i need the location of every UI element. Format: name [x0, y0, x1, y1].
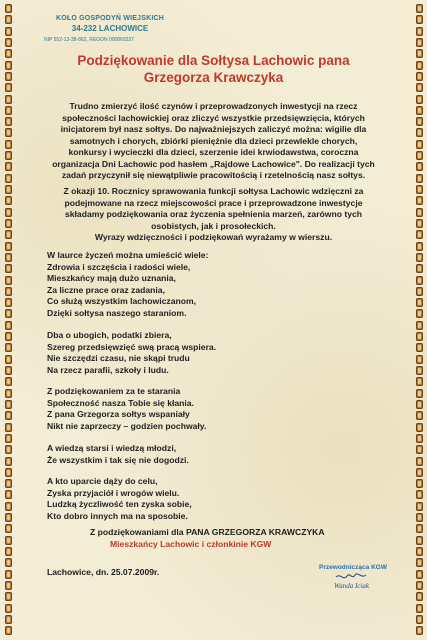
ornament-icon: [5, 468, 12, 477]
ornament-icon: [416, 558, 423, 567]
poem-line: Dba o ubogich, podatki zbiera,: [47, 330, 172, 340]
ornament-icon: [5, 151, 12, 160]
closing-block: [90, 526, 390, 550]
ornament-icon: [5, 604, 12, 613]
stamp-line-1: KOŁO GOSPODYŃ WIEJSKICH: [55, 15, 165, 22]
ornament-icon: [5, 547, 12, 556]
ornament-icon: [416, 626, 423, 635]
ornament-icon: [416, 536, 423, 545]
poem-line: Nie szczędzi czasu, nie skąpi trudu: [47, 353, 190, 363]
paragraph-1-line: samotnych i chorych, zbiórki pieniężnie dla dzieci przewlekle chorych,: [69, 135, 358, 146]
ornament-icon: [5, 185, 12, 194]
ornament-icon: [5, 106, 12, 115]
ornament-icon: [5, 626, 12, 635]
paragraph-2: [22, 186, 405, 244]
ornament-icon: [416, 547, 423, 556]
signature-stamp: [314, 564, 392, 590]
poem-stanza-5: [47, 476, 367, 522]
ornament-icon: [416, 355, 423, 364]
poem-line: A wiedzą starsi i wiedzą młodzi,: [47, 443, 177, 453]
ornament-icon: [5, 72, 12, 81]
ornament-icon: [5, 502, 12, 511]
paragraph-1-line: inicjatorem był nasz sołtys. Do najważniejszych zaliczyć można: wigilie dla: [60, 124, 367, 134]
ornament-icon: [5, 15, 12, 24]
ornament-icon: [416, 615, 423, 624]
ornament-icon: [5, 4, 12, 13]
ornament-icon: [5, 219, 12, 228]
ornament-icon: [5, 581, 12, 590]
ornament-icon: [5, 423, 12, 432]
ornament-icon: [5, 242, 12, 251]
ornament-icon: [5, 287, 12, 296]
ornament-icon: [416, 457, 423, 466]
ornament-icon: [5, 38, 12, 47]
poem-line: Ludzką życzliwość ten zyska sobie,: [47, 499, 192, 509]
ornament-icon: [5, 615, 12, 624]
ornament-icon: [5, 558, 12, 567]
poem-line: Co służą wszystkim lachowiczanom,: [47, 296, 197, 306]
poem-stanza-4: [47, 443, 367, 466]
closing-dedication: Z podziękowaniami dla PANA GRZEGORZA KRAWCZYKA: [90, 527, 325, 537]
ornament-icon: [416, 151, 423, 160]
poem-line: Szereg przedsięwzięć swą pracą wspiera.: [47, 341, 217, 352]
ornament-icon: [416, 49, 423, 58]
poem-line: Z pana Grzegorza sołtys wspaniały: [47, 409, 190, 419]
ornament-icon: [416, 604, 423, 613]
ornament-icon: [416, 502, 423, 511]
ornament-icon: [5, 513, 12, 522]
ornament-icon: [416, 479, 423, 488]
poem-line: Zyska przyjaciół i wrogów wielu.: [47, 487, 180, 498]
ornament-icon: [416, 162, 423, 171]
poem-line: Za liczne prace oraz zadania,: [47, 284, 165, 295]
ornament-icon: [416, 468, 423, 477]
ornament-icon: [5, 411, 12, 420]
paragraph-1-line: społeczności lachowickiej oraz zliczyć wszystkie przedsięwzięcia, których: [62, 112, 365, 123]
ornament-icon: [5, 536, 12, 545]
paragraph-1-line: zadań przyczynił się niewątpliwie pracowitością i rzetelnością nasz sołtys.: [61, 170, 366, 180]
ornament-icon: [416, 219, 423, 228]
right-ornamental-border: [414, 4, 424, 636]
paragraph-2-line: podejmowane na rzecz miejscowości prace i przeprowadzone inwestycje: [64, 197, 363, 208]
stamp-line-2: 34-232 LACHOWICE: [71, 24, 149, 33]
ornament-icon: [416, 27, 423, 36]
ornament-icon: [416, 287, 423, 296]
ornament-icon: [416, 592, 423, 601]
ornament-icon: [5, 49, 12, 58]
ornament-icon: [416, 309, 423, 318]
ornament-icon: [5, 445, 12, 454]
ornament-icon: [416, 185, 423, 194]
ornament-icon: [5, 253, 12, 262]
left-ornamental-border: [3, 4, 13, 636]
ornament-icon: [416, 524, 423, 533]
ornament-icon: [5, 332, 12, 341]
paragraph-1-line: organizacja Dni Lachowic pod hasłem „Rajdowe Lachowice". Do realizacji tych: [52, 158, 375, 169]
ornament-icon: [416, 174, 423, 183]
ornament-icon: [416, 72, 423, 81]
paragraph-2-line: składamy podziękowania oraz życzenia spełnienia marzeń, zarówno tych: [64, 209, 363, 219]
poem-line: Dzięki sołtysa naszego staraniom.: [47, 307, 187, 318]
ornament-icon: [416, 490, 423, 499]
ornament-icon: [416, 106, 423, 115]
ornament-icon: [416, 321, 423, 330]
ornament-icon: [5, 321, 12, 330]
ornament-icon: [5, 95, 12, 104]
ornament-icon: [5, 140, 12, 149]
poem-line: Nikt nie zaprzeczy – godzien pochwały.: [47, 420, 207, 431]
ornament-icon: [5, 128, 12, 137]
ornament-icon: [416, 196, 423, 205]
ornament-icon: [5, 490, 12, 499]
ornament-icon: [416, 253, 423, 262]
ornament-icon: [416, 445, 423, 454]
ornament-icon: [5, 309, 12, 318]
closing-signatories: Mieszkańcy Lachowic i członkinie KGW: [110, 539, 272, 549]
ornament-icon: [416, 38, 423, 47]
stamp-line-3: NIP 552-13-38-862, REGON 000869337: [44, 37, 134, 43]
poem-stanza-3: [47, 386, 367, 432]
paragraph-2-line: osobistych, jak i prosołeckich.: [151, 220, 276, 231]
ornament-icon: [5, 524, 12, 533]
ornament-icon: [416, 61, 423, 70]
ornament-icon: [5, 366, 12, 375]
ornament-icon: [416, 95, 423, 104]
ornament-icon: [416, 400, 423, 409]
ornament-icon: [416, 128, 423, 137]
ornament-icon: [5, 196, 12, 205]
paragraph-1: [22, 101, 405, 182]
ornament-icon: [416, 343, 423, 352]
paragraph-2-line: Z okazji 10. Rocznicy sprawowania funkcji sołtysa Lachowic wdzięczni za: [63, 186, 364, 196]
paragraph-1-line: Trudno zmierzyć ilość czynów i przeprowadzonych inwestycji na rzecz: [69, 101, 358, 111]
ornament-icon: [416, 230, 423, 239]
document-title-line-1: Podziękowanie dla Sołtysa Lachowic pana: [77, 53, 350, 68]
ornament-icon: [5, 479, 12, 488]
ornament-icon: [5, 457, 12, 466]
ornament-icon: [416, 242, 423, 251]
organization-stamp: [40, 15, 180, 43]
ornament-icon: [5, 570, 12, 579]
ornament-icon: [5, 400, 12, 409]
ornament-icon: [5, 276, 12, 285]
ornament-icon: [416, 513, 423, 522]
place-and-date: Lachowice, dn. 25.07.2009r.: [47, 567, 160, 577]
ornament-icon: [416, 581, 423, 590]
ornament-icon: [416, 15, 423, 24]
ornament-icon: [416, 298, 423, 307]
ornament-icon: [5, 264, 12, 273]
ornament-icon: [5, 27, 12, 36]
ornament-icon: [416, 208, 423, 217]
ornament-icon: [416, 377, 423, 386]
ornament-icon: [416, 434, 423, 443]
paragraph-1-line: konkursy i wycieczki dla dzieci, szerzenie idei krwiodawstwa, coroczna: [68, 147, 359, 157]
poem-stanza-1: [47, 250, 367, 319]
ornament-icon: [5, 208, 12, 217]
signature-role: Przewodnicząca KGW: [319, 564, 387, 571]
ornament-icon: [5, 61, 12, 70]
poem-line: Społeczność nasza Tobie się kłania.: [47, 397, 194, 408]
handwritten-signature-icon: [314, 571, 392, 591]
ornament-icon: [416, 570, 423, 579]
ornament-icon: [5, 174, 12, 183]
ornament-icon: [416, 389, 423, 398]
poem-line: Z podziękowaniem za te starania: [47, 386, 181, 396]
ornament-icon: [5, 298, 12, 307]
ornament-icon: [416, 140, 423, 149]
poem-line: Mieszkańcy mają dużo uznania,: [47, 273, 176, 283]
ornament-icon: [416, 4, 423, 13]
ornament-icon: [416, 332, 423, 341]
ornament-icon: [5, 389, 12, 398]
poem-line: Że wszystkim i tak się nie dogodzi.: [47, 454, 189, 465]
ornament-icon: [5, 355, 12, 364]
ornament-icon: [416, 423, 423, 432]
ornament-icon: [5, 343, 12, 352]
ornament-icon: [5, 162, 12, 171]
ornament-icon: [416, 276, 423, 285]
ornament-icon: [5, 83, 12, 92]
ornament-icon: [416, 411, 423, 420]
poem-line: W laurce życzeń można umieścić wiele:: [47, 250, 209, 260]
poem-line: Zdrowia i szczęścia i radości wiele,: [47, 261, 191, 272]
ornament-icon: [5, 230, 12, 239]
ornament-icon: [416, 366, 423, 375]
poem-stanza-2: [47, 330, 367, 376]
ornament-icon: [5, 117, 12, 126]
poem-line: A kto uparcie dąży do celu,: [47, 476, 158, 486]
ornament-icon: [416, 83, 423, 92]
ornament-icon: [416, 117, 423, 126]
paragraph-2-line: Wyrazy wdzięczności i podziękowań wyrażamy w wierszu.: [94, 232, 333, 242]
poem-line: Na rzecz parafii, szkoły i ludu.: [47, 364, 169, 375]
signature-name: Wanda Iciak: [334, 582, 369, 590]
document-title-line-2: Grzegorza Krawczyka: [143, 70, 284, 85]
ornament-icon: [416, 264, 423, 273]
poem-line: Kto dobro innych ma na sposobie.: [47, 510, 188, 521]
ornament-icon: [5, 592, 12, 601]
ornament-icon: [5, 434, 12, 443]
ornament-icon: [5, 377, 12, 386]
